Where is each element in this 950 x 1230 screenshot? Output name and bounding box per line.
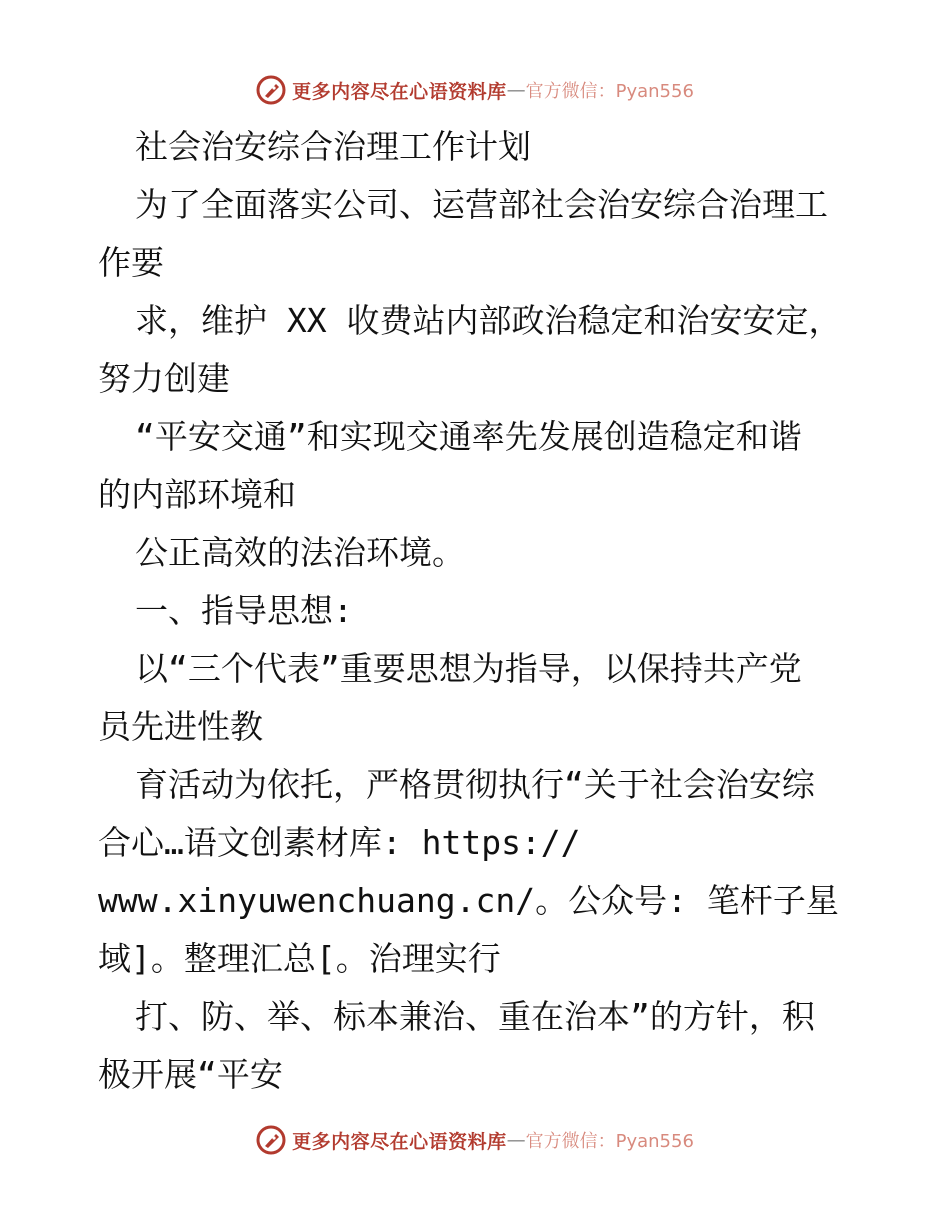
- paragraph-line: 为了全面落实公司、运营部社会治安综合治理工: [135, 185, 828, 224]
- header-banner: [0, 70, 950, 110]
- document-body: [98, 118, 858, 1104]
- header-banner-text: 更多内容尽在心语资料库: [292, 80, 507, 103]
- paragraph-line: 极开展“平安: [98, 1055, 283, 1094]
- document-title: 社会治安综合治理工作计划: [135, 127, 531, 166]
- footer-banner-text: 更多内容尽在心语资料库: [292, 1130, 507, 1153]
- paragraph-line: “平安交通”和实现交通率先发展创造稳定和谐: [135, 417, 802, 456]
- footer-banner: [0, 1120, 950, 1160]
- header-banner-separator: —: [506, 79, 526, 101]
- header-banner-wechat: 官方微信：Pyan556: [525, 81, 694, 102]
- pen-nib-logo-icon: [256, 1125, 286, 1155]
- paragraph-line: 作要: [98, 243, 164, 282]
- paragraph-line: 育活动为依托，严格贯彻执行“关于社会治安综: [135, 765, 815, 804]
- paragraph-line: 域]。整理汇总[。治理实行: [98, 939, 501, 978]
- paragraph-line: www.xinyuwenchuang.cn/。公众号: 笔杆子星: [98, 881, 839, 920]
- paragraph-line: 的内部环境和: [98, 475, 296, 514]
- section-heading: 一、指导思想:: [135, 591, 353, 630]
- paragraph-line: 以“三个代表”重要思想为指导，以保持共产党: [135, 649, 802, 688]
- paragraph-line: 员先进性教: [98, 707, 263, 746]
- pen-nib-logo-icon: [256, 75, 286, 105]
- footer-banner-wechat: 官方微信：Pyan556: [525, 1131, 694, 1152]
- paragraph-line: 公正高效的法治环境。: [135, 533, 465, 572]
- paragraph-line: 合心…语文创素材库: https://: [98, 823, 581, 862]
- paragraph-line: 努力创建: [98, 359, 230, 398]
- footer-banner-separator: —: [506, 1129, 526, 1151]
- paragraph-line: 打、防、举、标本兼治、重在治本”的方针，积: [135, 997, 815, 1036]
- paragraph-line: 求，维护 XX 收费站内部政治稳定和治安安定，: [135, 301, 842, 340]
